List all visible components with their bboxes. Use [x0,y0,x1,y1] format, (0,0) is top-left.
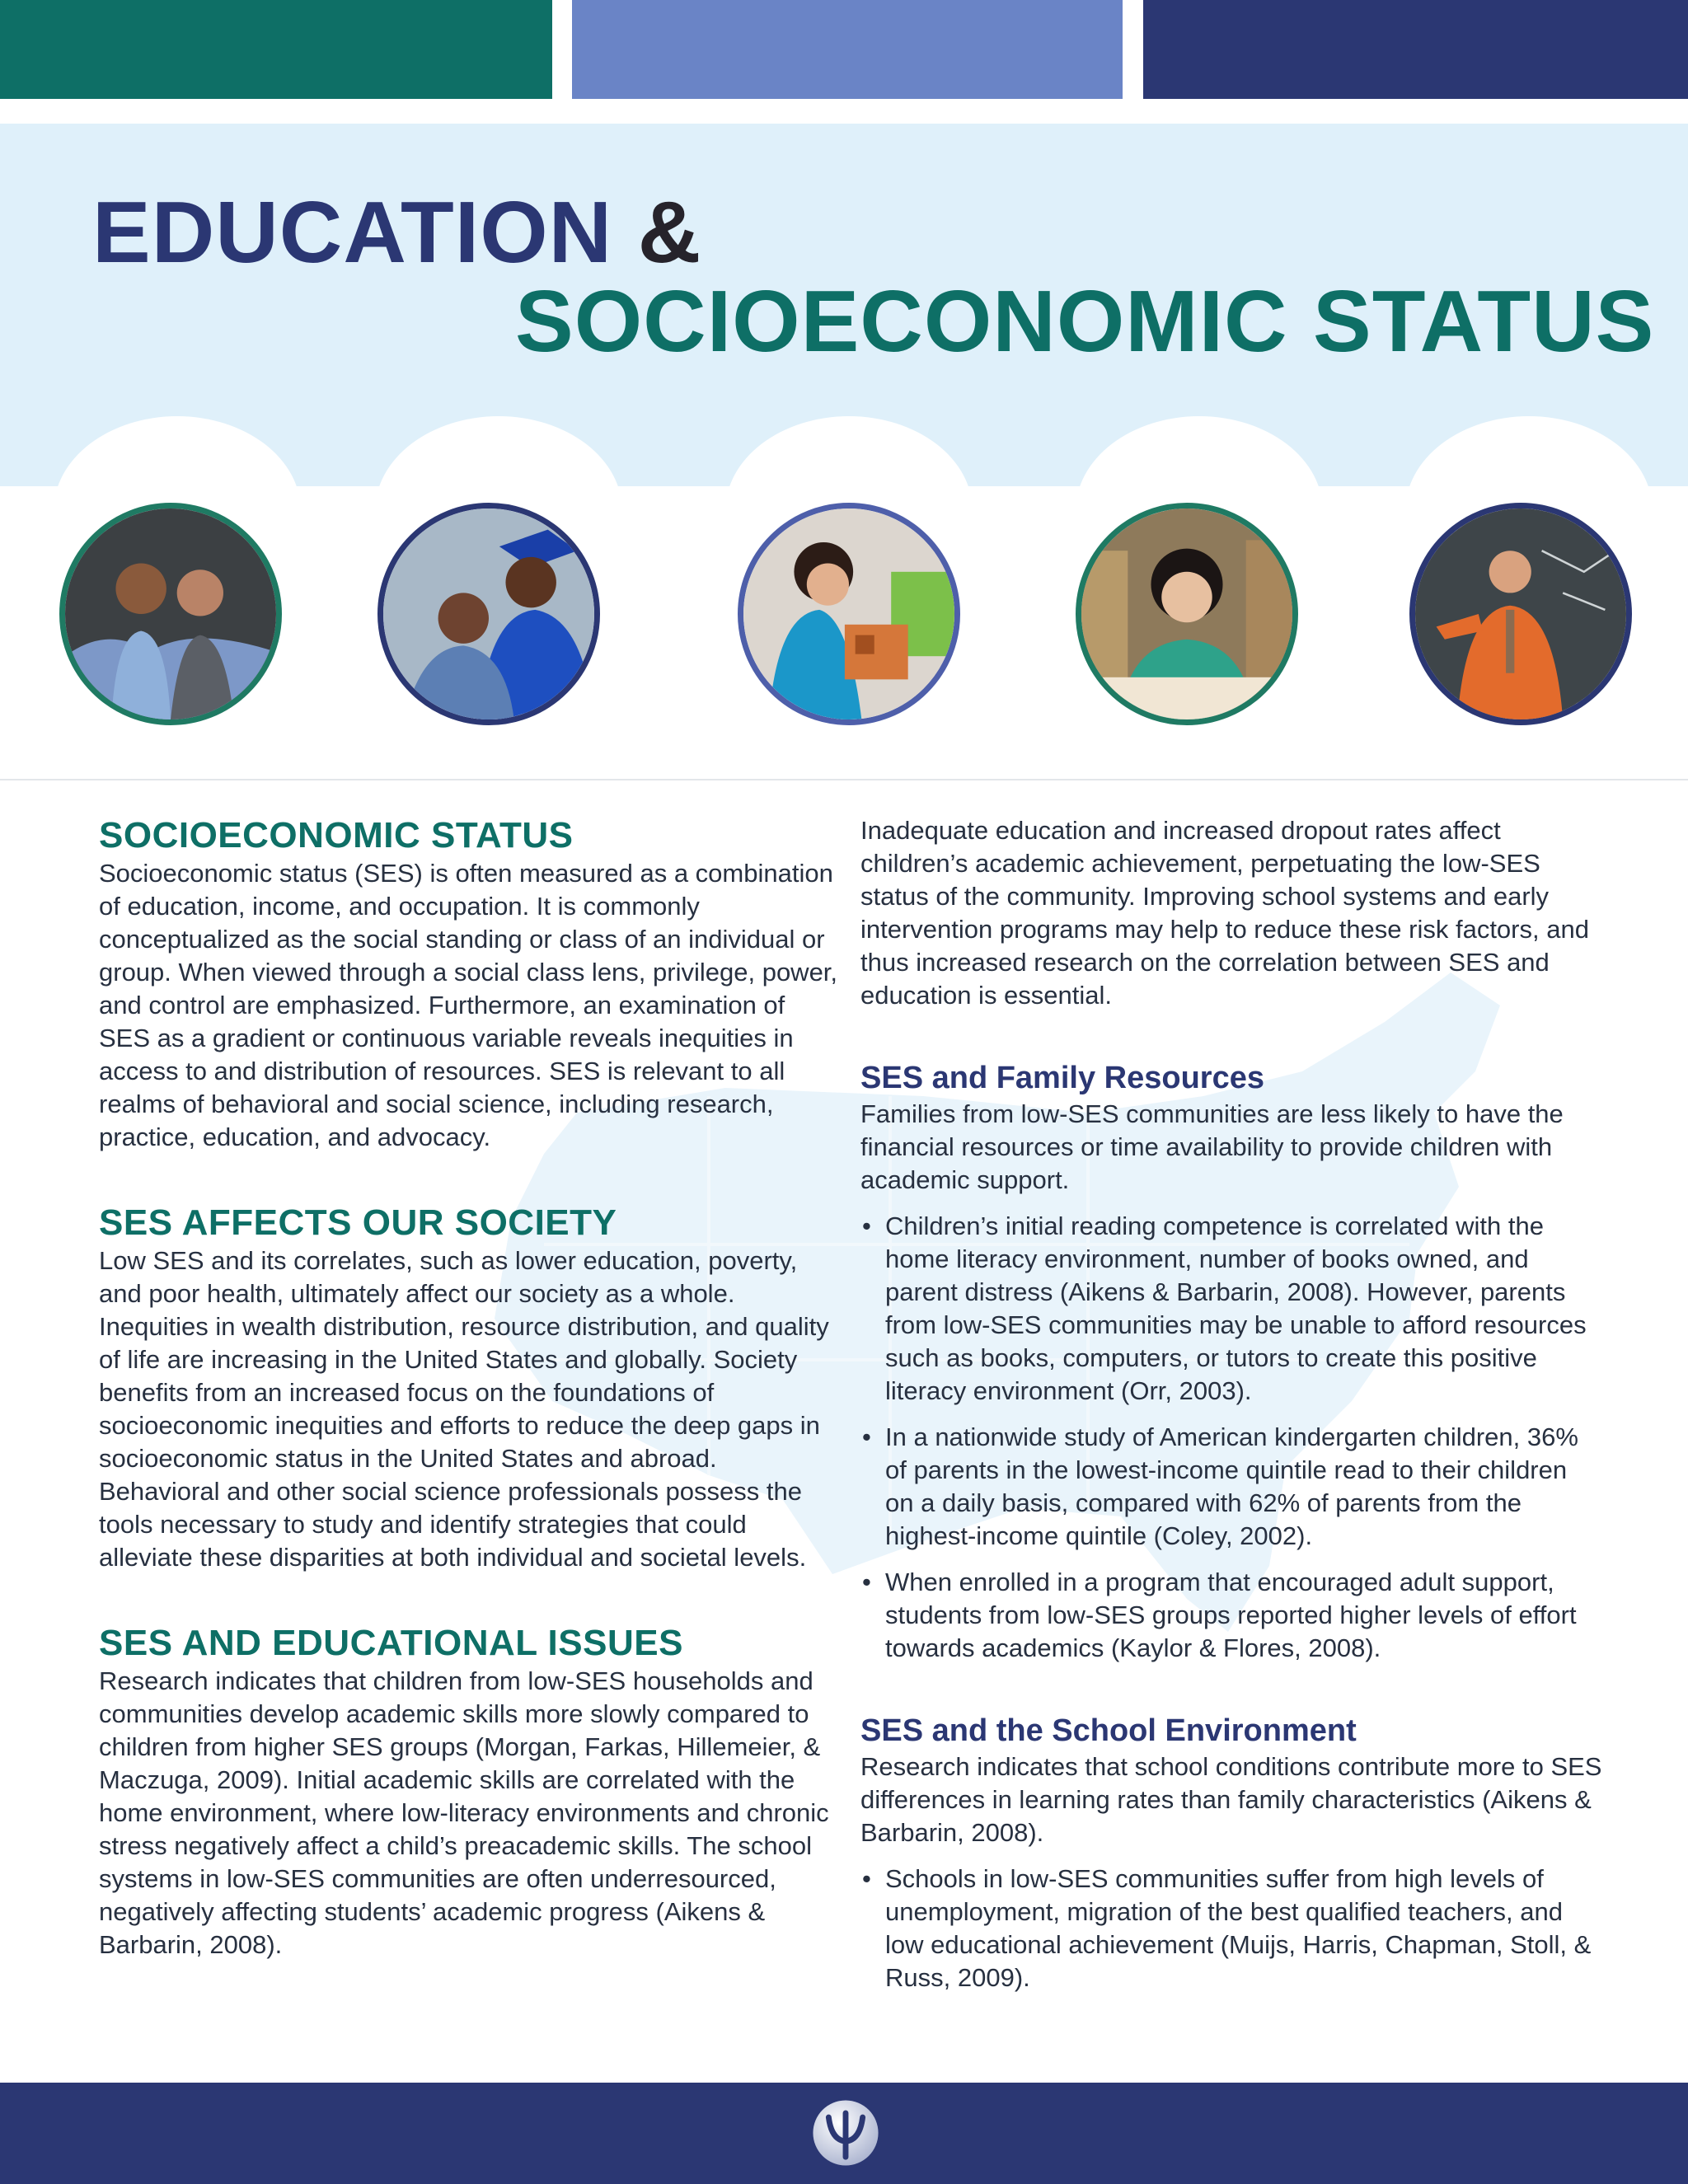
school-environment-heading: SES and the School Environment [860,1713,1357,1748]
society-heading: SES AFFECTS OUR SOCIETY [99,1202,617,1243]
psi-logo-icon [810,2097,881,2168]
toddler-toy-photo [738,503,960,725]
list-item: • In a nationwide study of American kindergarten children, 36% of parents in the lowest-income quintile read to their children on a daily basis, compared with 62% of parents from the highest-income quintile (Coley, 2002). [860,1421,1602,1553]
student-books-photo [1076,503,1298,725]
page-title-line2: SOCIOECONOMIC STATUS [515,273,1655,370]
top-bar-periwinkle [572,0,1123,99]
ses-paragraph: Socioeconomic status (SES) is often measured as a combination of education, income, and occupation. It is commonly conceptualized as the social standing or class of an individual or group. When viewed through a social class lens, privilege, power, and control are emphasized. Furthermore, an examination of SES as a gradient or continuous variable reveals inequities in access to and distribution of resources. SES is relevant to all realms of behavioral and social science, including research, practice, education, and advocacy. [99,859,838,1151]
list-item: • When enrolled in a program that encouraged adult support, students from low-SES groups reported higher levels of effort towards academics (Kaylor & Flores, 2008). [860,1566,1602,1665]
ses-heading: SOCIOECONOMIC STATUS [99,815,574,855]
family-resources-list [860,1210,1602,1665]
right-column [860,814,1602,2008]
top-bar-teal [0,0,552,99]
page-title-line1: EDUCATION & [92,184,702,281]
educational-issues-heading: SES AND EDUCATIONAL ISSUES [99,1623,683,1663]
graduate-hug-photo [377,503,600,725]
family-resources-paragraph: Families from low-SES communities are less likely to have the financial resources or time availability to provide children with academic support. [860,1099,1564,1194]
list-item: • Children’s initial reading competence is correlated with the home literacy environment, number of books owned, and parent distress (Aikens & Barbarin, 2008). However, parents from low-SES communities may be unable to afford resources such as books, computers, or tutors to create this positive literacy environment (Orr, 2003). [860,1210,1602,1408]
educational-issues-paragraph: Research indicates that children from low-SES households and communities develop academic skills more slowly compared to children from higher SES groups (Morgan, Farkas, Hillemeier, & Maczuga, 2009). Initial academic skills are correlated with the home environment, where low-literacy environments and chronic stress negatively affect a child’s preacademic skills. The school systems in low-SES communities are often underresourced, negatively affecting students’ academic progress (Aikens & Barbarin, 2008). [99,1666,829,1959]
section-divider [0,779,1688,780]
school-environment-list [860,1863,1602,1994]
two-girls-photo [59,503,282,725]
list-item: • Schools in low-SES communities suffer from high levels of unemployment, migration of the best qualified teachers, and low educational achievement (Muijs, Harris, Chapman, Stoll, & Russ, 2009). [860,1863,1602,1994]
title-ampersand: & [637,184,702,281]
society-paragraph: Low SES and its correlates, such as lower education, poverty, and poor health, ultimately affect our society as a whole. Inequities in wealth distribution, resource distribution, and quality of life are increasing in the United States and globally. Society benefits from an increased focus on the foundations of socioeconomic inequities and efforts to reduce the deep gaps in socioeconomic status in the United States and abroad. Behavioral and other social science professionals possess the tools necessary to study and identify strategies that could alleviate these disparities at both individual and societal levels. [99,1246,829,1572]
left-column [99,814,841,1961]
top-bar-navy [1143,0,1688,99]
family-resources-heading: SES and Family Resources [860,1061,1264,1095]
school-environment-paragraph: Research indicates that school conditions contribute more to SES differences in learning rates than family characteristics (Aikens & Barbarin, 2008). [860,1752,1602,1847]
teacher-chalkboard-photo [1409,503,1632,725]
intro-paragraph: Inadequate education and increased dropout rates affect children’s academic achievement, perpetuating the low-SES status of the community. Improving school systems and early intervention programs may help to reduce these risk factors, and thus increased research on the correlation between SES and education is essential. [860,816,1589,1010]
